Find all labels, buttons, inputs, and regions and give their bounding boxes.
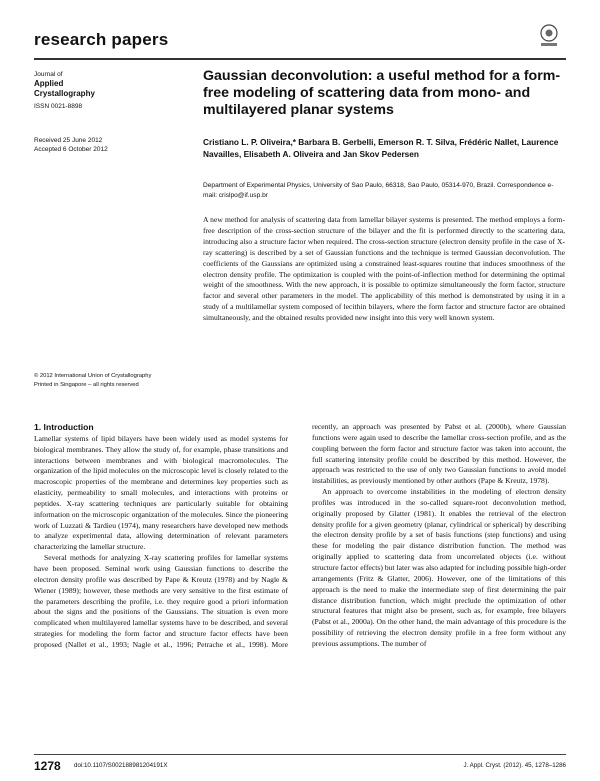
citation-line: J. Appl. Cryst. (2012). 45, 1278–1286 [463, 762, 566, 769]
accepted-date: Accepted 6 October 2012 [34, 146, 108, 153]
article-title: Gaussian deconvolution: a useful method for a form-free modeling of scattering data from mono- and multilayered planar systems [203, 68, 561, 118]
copyright-notice [34, 372, 194, 389]
article-abstract: A new method for analysis of scattering data from lamellar bilayer systems is presented. The method employs a form-free description of the cross-section structure of the bilayer and the fit is performed directly to the scattering data, introducing also a structure factor when required. The cross-section structure (electron density profile in the case of X-ray scattering) is described by a set of Gaussian functions and the technique is termed Gaussian deconvolution. The coefficients of the Gaussians are optimized using a constrained least-squares routine that induces smoothness of the electron density profile. The optimization is coupled with the point-of-inflection method for determining the optimal weight of the smoothness. With the new approach, it is possible to optimize simultaneously the form factor, structure factor and several other parameters in the model. The applicability of this method is demonstrated by using it in a study of a multilamellar system composed of lecithin bilayers, where the form factor and structure factor are obtained simultaneously, and the obtained results provided new insight into this very well known system. [203, 215, 565, 323]
header-rule [34, 58, 566, 60]
section-heading-introduction: 1. Introduction [34, 422, 94, 432]
journal-name-line2: Crystallography [34, 89, 95, 98]
article-body [34, 422, 566, 651]
copyright-line1: © 2012 International Union of Crystallography [34, 373, 152, 379]
footer-rule [34, 754, 566, 755]
body-paragraph: An approach to overcome instabilities in the modeling of electron density profiles was introduced in the so-called square-root deconvolution method, originally proposed by Glatter (1981). It enables the retrieval of the electron density profile for a given geometry (planar, cylindrical or spherical) by describing the electron density profile by a set of basis functions (step functions) and using these for modeling the pair distance distribution function. The method was originally applied to scattering data from uncorrelated objects (i.e. without structure factor effects) but later was also adapted for including possible high-order arrangements (Fritz & Glatter, 2006). However, one of the limitations of this approach is the need to make the intermediate step of first determining the pair distance distribution function, which might preclude the optimization of other structural features that might also be present, such as, for example, free bilayers (Pabst et al., 2000a). On the other hand, the main advantage of this procedure is the possibility of retrieving the electron density profile in a free form without any previous assumptions. The number of [312, 487, 566, 648]
copyright-line2: Printed in Singapore – all rights reserved [34, 381, 139, 388]
journal-name-line1: Applied [34, 79, 64, 88]
journal-label: Journal of [34, 71, 63, 78]
iucr-logo-icon [536, 22, 562, 48]
body-paragraph: Several methods for analyzing X-ray scattering profiles for lamellar systems have been proposed. Seminal work using Gaussian functions to describe the electron density profile was described by Pape & Kreutz (1978) and by Nagle & Wiener (1989); however, these methods are very sensitive to the first estimate of the parameters describing the profile, i.e. they require good a priori information about the signs and the positions of the Gaussians. The situation is even more complicated when multilayered lamellar systems have to be described, and several strategies for modeling the form factor and structure factor effects have been proposed (Nallet et al., 1993; Nagle et al., 1996; Petrache et al., 1998). More recently, an approach was presented by Pabst et al. (2000b), where Gaussian functions were again used to describe the lamellar cross-section profile, and as the coupling between the form factor and structure factor was taken into account, the full scattering intensity profile could be described by this method. However, the approach was restricted to the use of only two Gaussian functions to avoid model instabilities, as previously mentioned by other authors (Pape & Kreutz, 1978). [34, 422, 566, 649]
section-label: research papers [34, 30, 169, 49]
article-dates [34, 136, 108, 154]
doi-link[interactable]: doi:10.1107/S002188981204191X [74, 762, 168, 769]
page-number: 1278 [34, 759, 61, 773]
body-paragraph: Lamellar systems of lipid bilayers have been widely used as model systems for biological membranes. They allow the study of, for example, phase transitions and interactions between membranes and with biological macromolecules. The organization of the lipid molecules on the microscopic level is closely related to the macroscopic properties of the membrane and determines key properties such as elasticity, permeability to small molecules, and interactions with proteins or peptides. X-ray scattering techniques are particularly suitable for obtaining information on the microscopic organization of the molecules. Since the pioneering work of Luzzati & Tardieu (1974), many researchers have developed new methods to analyze experimental data, allowing determination of relevant parameters characterizing the lamellar structure. [34, 433, 288, 552]
journal-info [34, 70, 184, 111]
article-authors: Cristiano L. P. Oliveira,* Barbara B. Gerbelli, Emerson R. T. Silva, Frédéric Nallet, Laurence Navailles, Elisabeth A. Oliveira and Jan Skov Pedersen [203, 137, 559, 159]
received-date: Received 25 June 2012 [34, 137, 103, 144]
article-affiliation: Department of Experimental Physics, University of Sao Paulo, 66318, Sao Paulo, 05314-970, Brazil. Correspondence e-mail: crislpo@if.usp.br [203, 182, 554, 199]
journal-issn: ISSN 0021-8898 [34, 103, 83, 110]
